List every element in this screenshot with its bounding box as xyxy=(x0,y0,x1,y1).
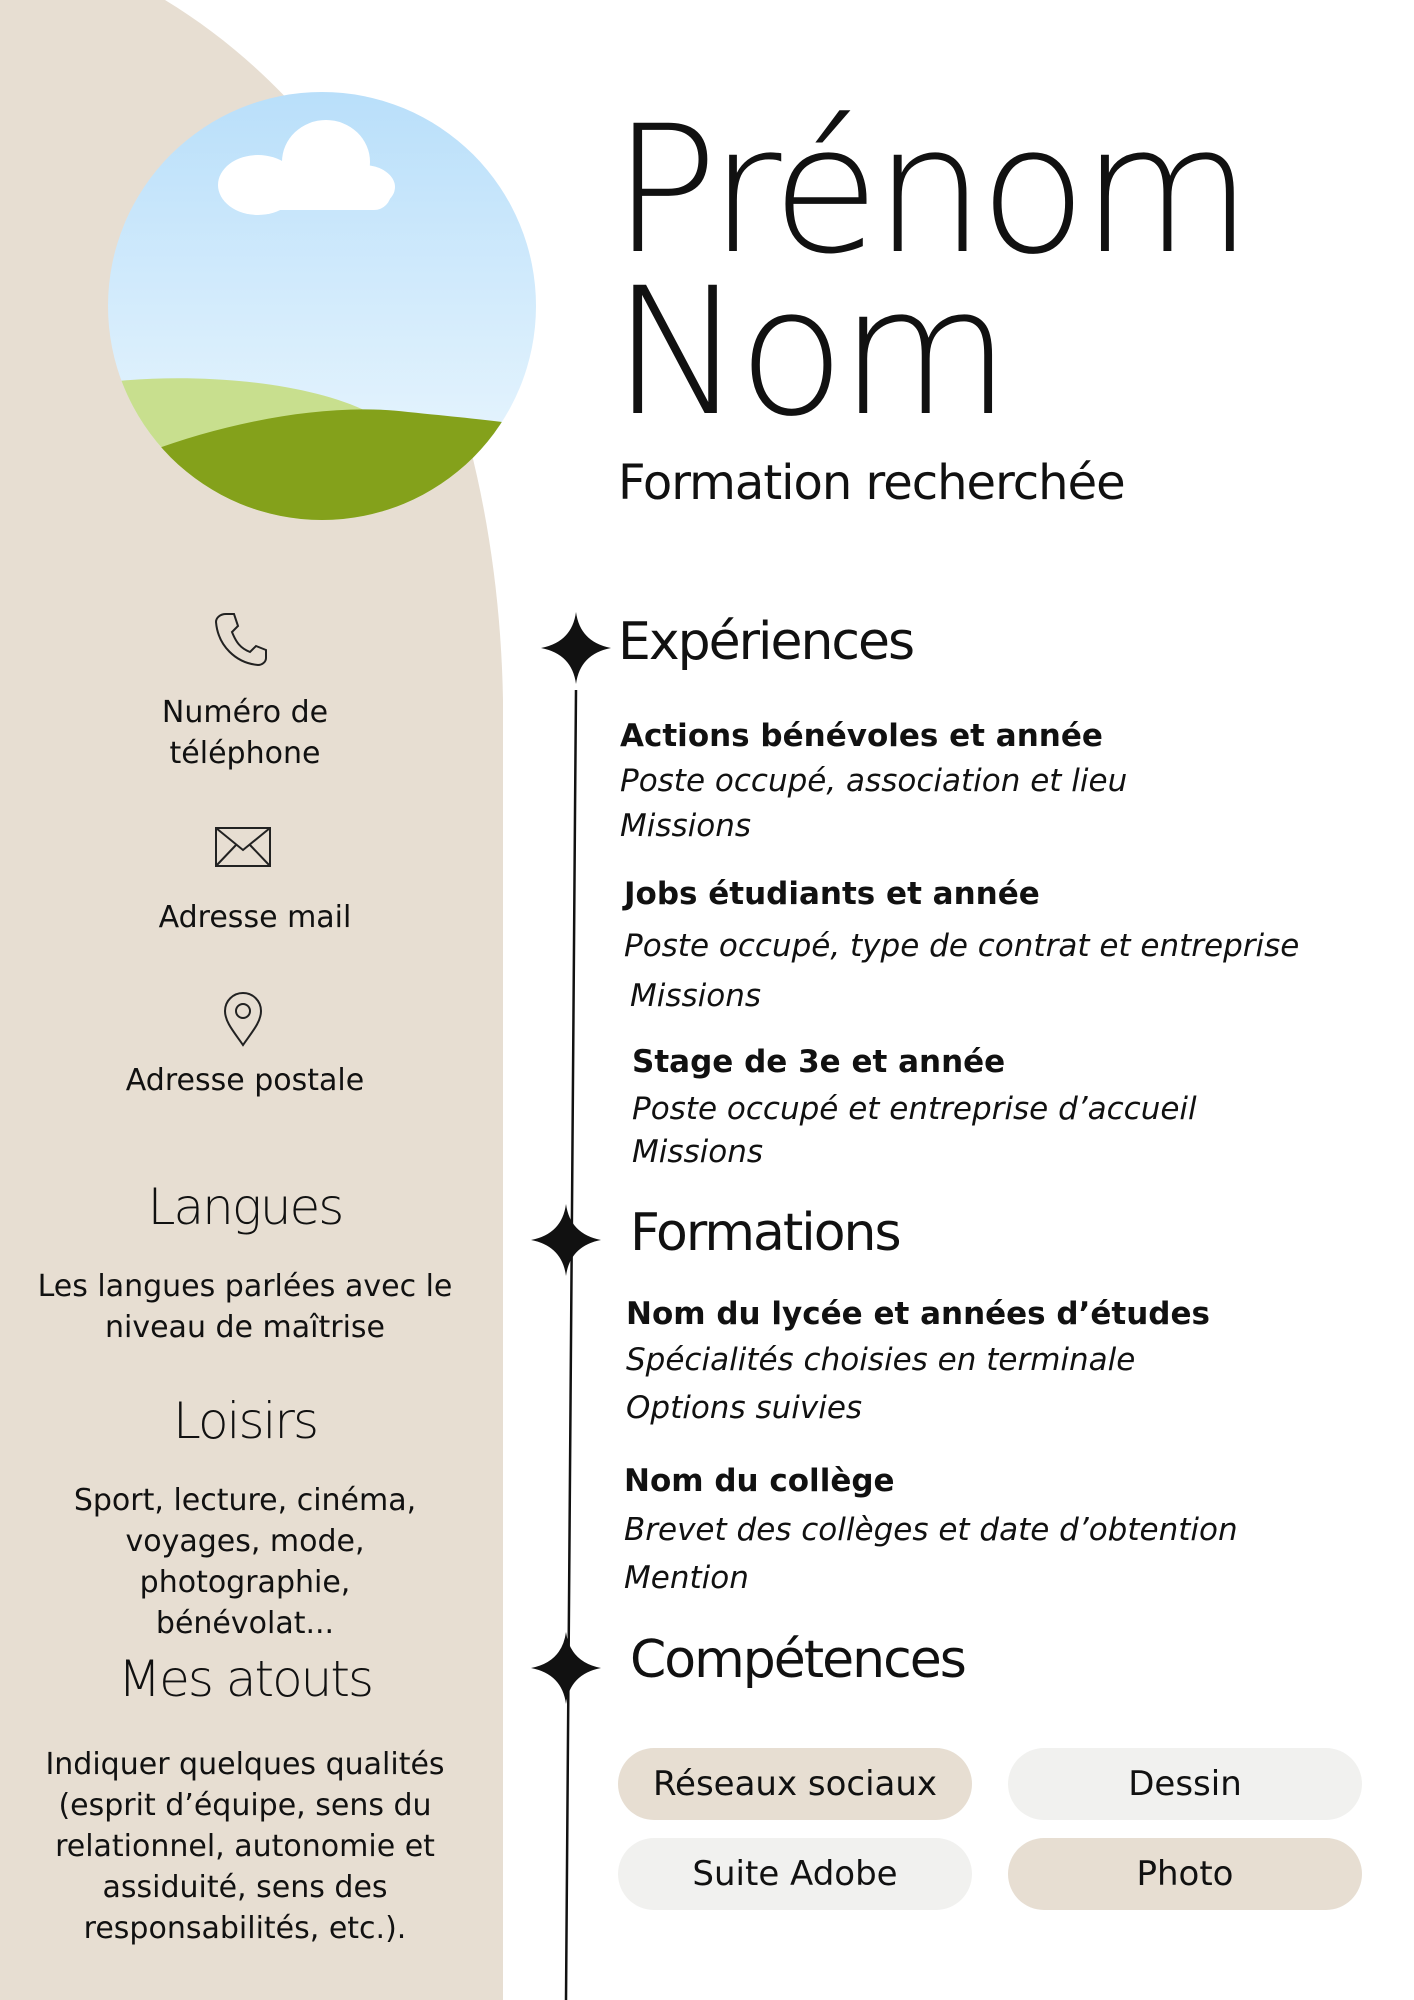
education-title: Nom du collège xyxy=(624,1463,895,1499)
education-options: Options suivies xyxy=(626,1390,863,1426)
email-address: Adresse mail xyxy=(158,900,352,935)
skill-pill: Réseaux sociaux xyxy=(618,1748,972,1820)
star-icon xyxy=(541,612,611,684)
postal-address: Adresse postale xyxy=(125,1063,365,1098)
experience-detail: Poste occupé, type de contrat et entreprise xyxy=(624,928,1300,964)
star-icon xyxy=(531,1632,601,1704)
experience-missions: Missions xyxy=(620,808,752,844)
hobbies-heading: Loisirs xyxy=(172,1392,317,1450)
phone-number: Numéro de téléphone xyxy=(161,695,329,771)
last-name: Nom xyxy=(612,250,1005,455)
first-name: Prénom xyxy=(612,88,1247,293)
experiences-heading: Expériences xyxy=(618,612,914,672)
education-detail: Spécialités choisies en terminale xyxy=(626,1342,1136,1378)
experience-title: Stage de 3e et année xyxy=(632,1044,1006,1080)
experience-title: Jobs étudiants et année xyxy=(624,876,1040,912)
experience-title: Actions bénévoles et année xyxy=(620,718,1103,754)
experience-missions: Missions xyxy=(630,978,762,1014)
languages-text: Les langues parlées avec le niveau de maîtrise xyxy=(37,1269,453,1345)
experience-detail: Poste occupé, association et lieu xyxy=(620,763,1128,799)
skill-pill: Photo xyxy=(1008,1838,1362,1910)
languages-heading: Langues xyxy=(147,1178,343,1236)
desired-program: Formation recherchée xyxy=(618,455,1125,511)
experience-detail: Poste occupé et entreprise d’accueil xyxy=(632,1091,1197,1127)
skills-heading: Compétences xyxy=(630,1630,965,1690)
strengths-text: Indiquer quelques qualités (esprit d’équipe, sens du relationnel, autonomie et assiduité, sens des responsabilités, etc.). xyxy=(45,1747,445,1946)
education-mention: Mention xyxy=(624,1560,749,1596)
star-icon xyxy=(531,1204,601,1276)
experience-missions: Missions xyxy=(632,1134,764,1170)
education-title: Nom du lycée et années d’études xyxy=(626,1296,1210,1332)
strengths-heading: Mes atouts xyxy=(117,1650,373,1708)
skill-pill: Dessin xyxy=(1008,1748,1362,1820)
education-detail: Brevet des collèges et date d’obtention xyxy=(624,1512,1238,1548)
hobbies-text: Sport, lecture, cinéma, voyages, mode, photographie, bénévolat... xyxy=(73,1483,417,1641)
skill-pill: Suite Adobe xyxy=(618,1838,972,1910)
education-heading: Formations xyxy=(630,1203,900,1263)
